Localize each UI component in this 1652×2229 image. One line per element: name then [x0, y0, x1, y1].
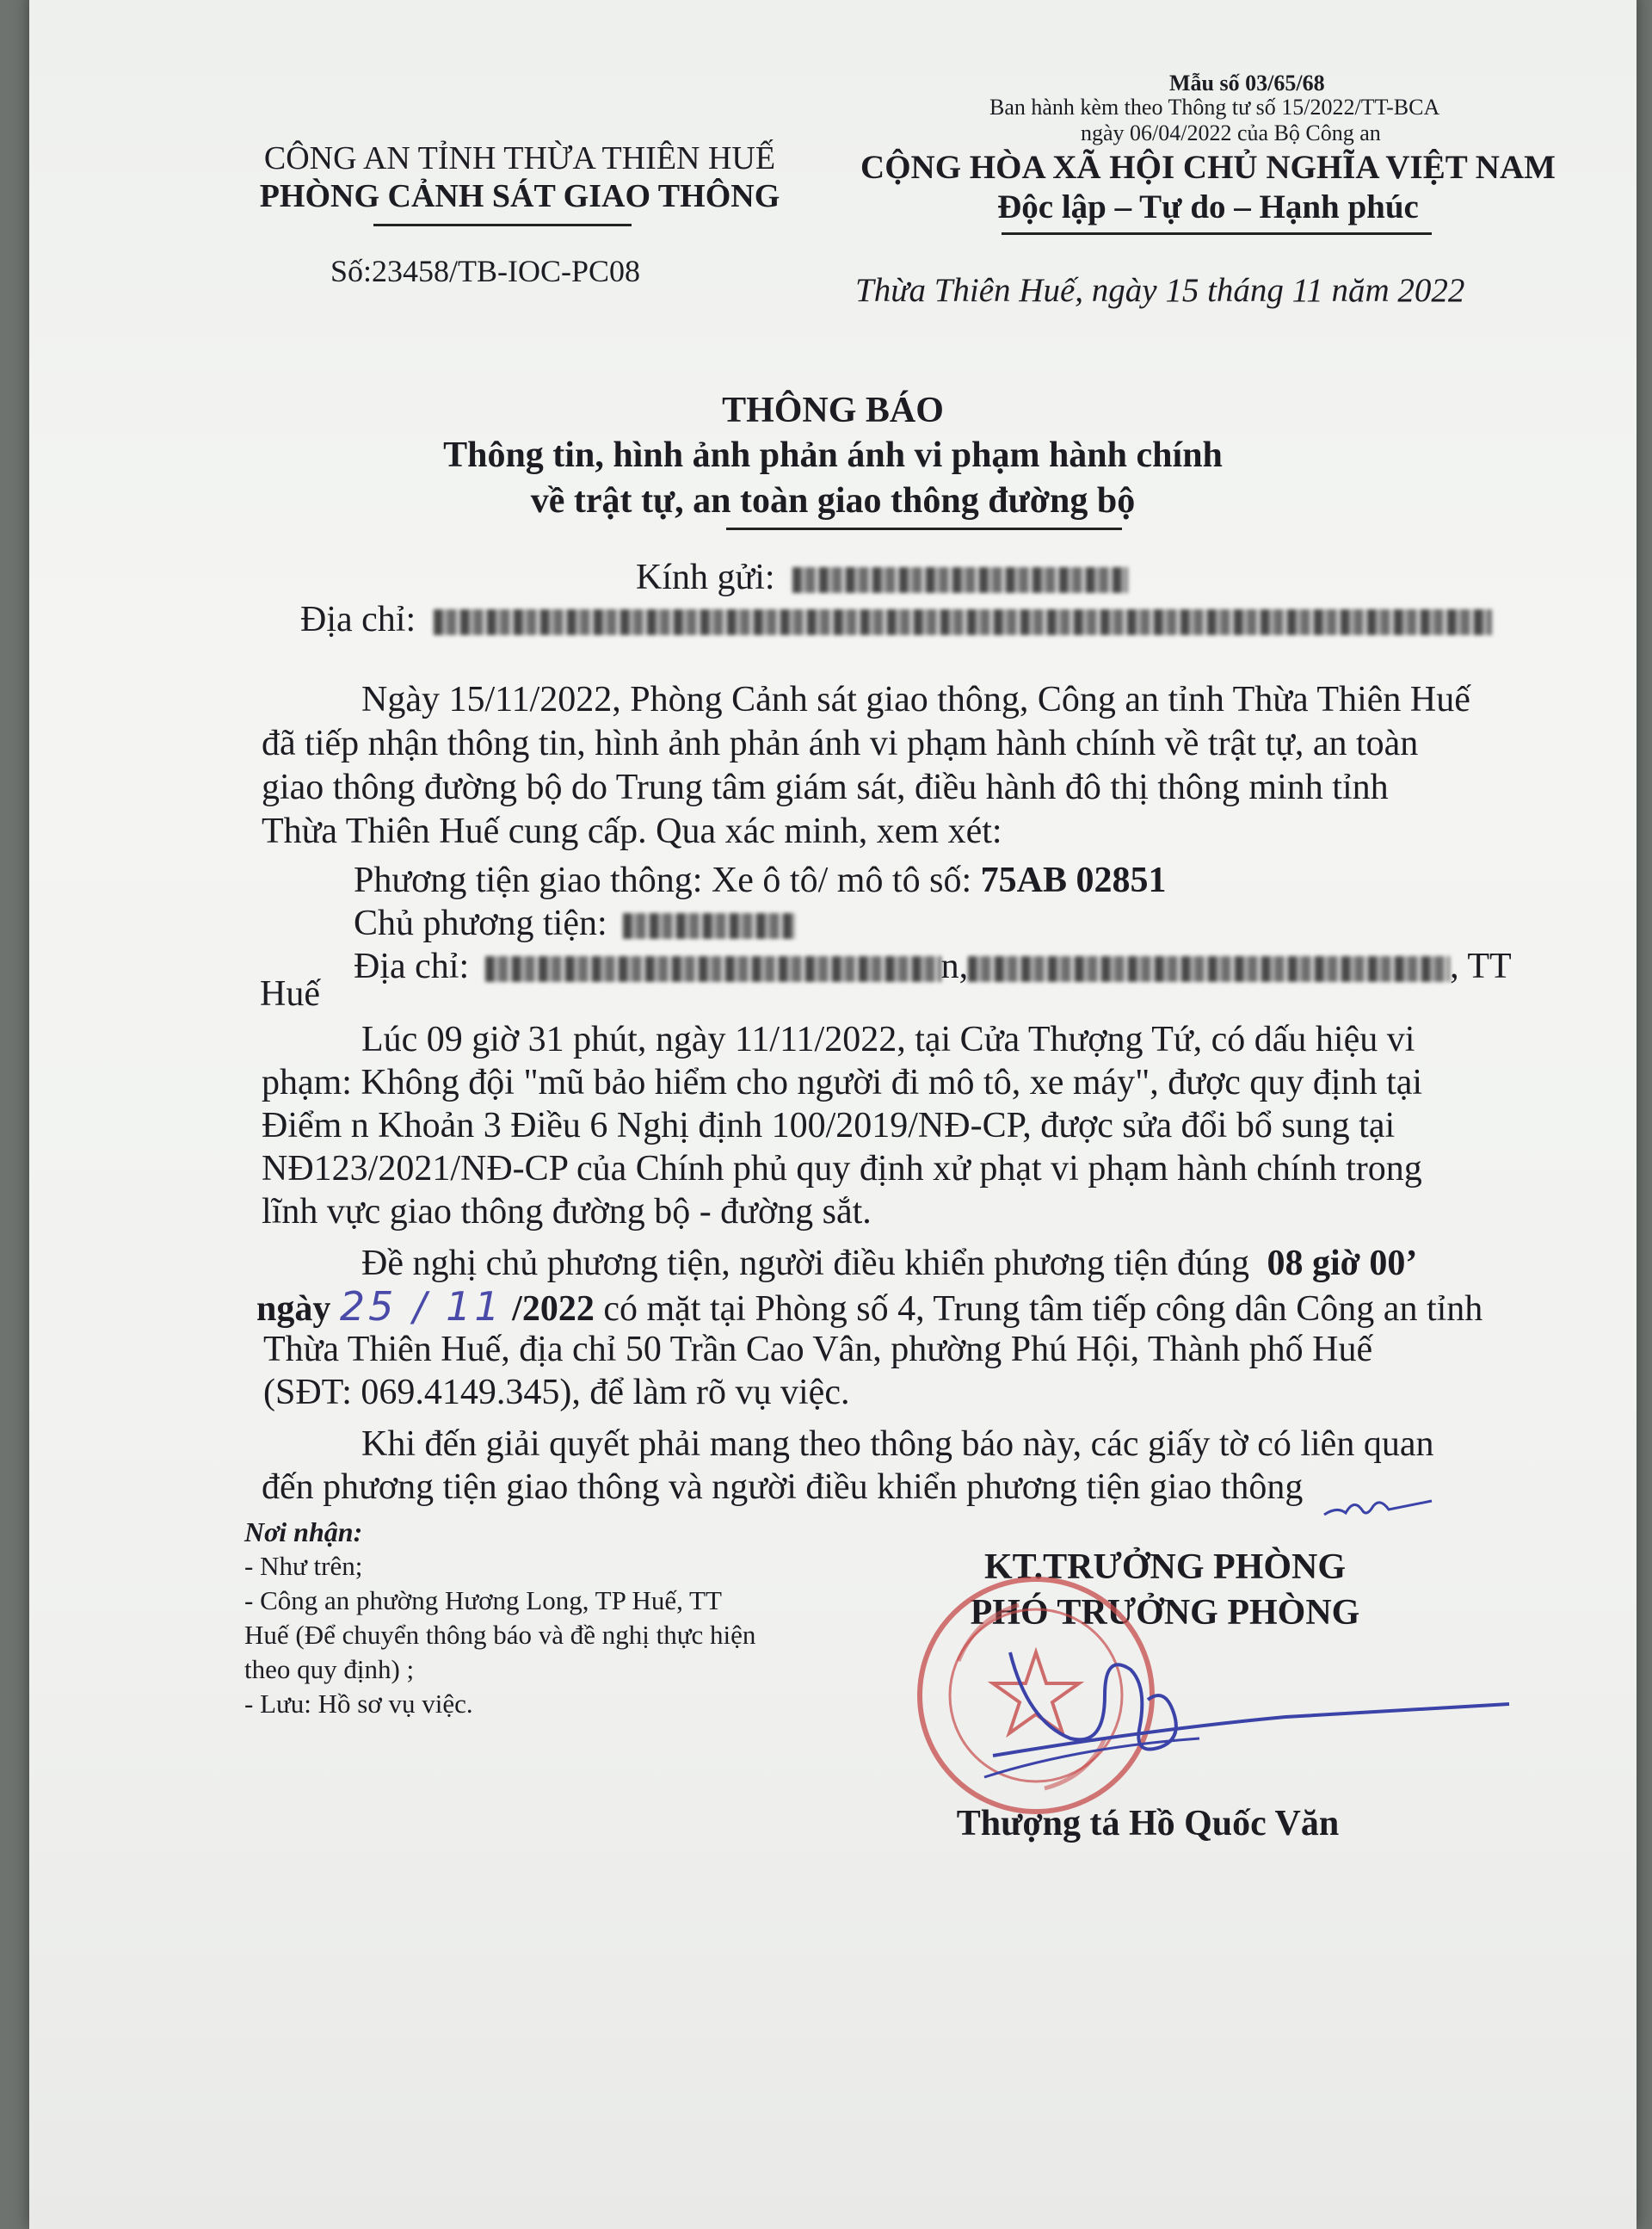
recipient-address-label: Địa chỉ: — [300, 600, 416, 639]
p3-line4: (SĐT: 069.4149.345), để làm rõ vụ việc. — [263, 1373, 850, 1412]
nation-motto: Độc lập – Tự do – Hạnh phúc — [997, 188, 1419, 225]
owner-address-visible: n, — [940, 947, 969, 986]
receivers-line2: - Công an phường Hương Long, TP Huế, TT — [244, 1585, 722, 1615]
agency-department: PHÒNG CẢNH SÁT GIAO THÔNG — [259, 178, 780, 214]
p1-line4: Thừa Thiên Huế cung cấp. Qua xác minh, xem xét: — [262, 812, 1002, 851]
owner-line — [354, 902, 795, 946]
receivers-line4: theo quy định) ; — [244, 1654, 415, 1684]
receivers-heading: Nơi nhận: — [244, 1516, 363, 1547]
receivers-line5: - Lưu: Hồ sơ vụ việc. — [244, 1689, 473, 1719]
receivers-line3: Huế (Để chuyển thông báo và đề nghị thực hiện — [244, 1620, 756, 1650]
recipient-to-label: Kính gửi: — [636, 558, 775, 597]
signature-line2: PHÓ TRƯỞNG PHÒNG — [970, 1593, 1360, 1633]
form-number: Mẫu số 03/65/68 — [1169, 71, 1325, 96]
p2-line1: Lúc 09 giờ 31 phút, ngày 11/11/2022, tại Cửa Thượng Tứ, có dấu hiệu vi — [361, 1020, 1415, 1059]
p3-day-label: ngày — [256, 1289, 331, 1329]
p3-line2 — [256, 1285, 1482, 1331]
recipient-to — [636, 556, 1128, 600]
p1-line2: đã tiếp nhận thông tin, hình ảnh phản ánh vi phạm hành chính về trật tự, an toàn — [262, 724, 1419, 763]
signer-name: Thượng tá Hồ Quốc Văn — [956, 1804, 1340, 1843]
notice-subtitle-1: Thông tin, hình ảnh phản ánh vi phạm hành chính — [443, 435, 1223, 475]
title-underline — [726, 528, 1122, 530]
document-page — [29, 0, 1637, 2229]
p2-line2: phạm: Không đội "mũ bảo hiểm cho người đi mô tô, xe máy", được quy định tại — [262, 1063, 1423, 1102]
owner-address-end: Huế — [260, 974, 320, 1014]
agency-parent: CÔNG AN TỈNH THỪA THIÊN HUẾ — [263, 140, 776, 176]
owner-address-redacted-1 — [485, 956, 941, 982]
signature-line1: KT.TRƯỞNG PHÒNG — [984, 1547, 1346, 1587]
owner-address-label: Địa chỉ: — [354, 947, 470, 986]
owner-label: Chủ phương tiện: — [354, 904, 607, 943]
handwritten-signature — [976, 1618, 1526, 1807]
recipient-name-redacted — [792, 567, 1128, 593]
p4-line1: Khi đến giải quyết phải mang theo thông báo này, các giấy tờ có liên quan — [361, 1424, 1434, 1464]
p2-line3: Điểm n Khoản 3 Điều 6 Nghị định 100/2019/NĐ-CP, được sửa đổi bổ sung tại — [262, 1106, 1396, 1145]
owner-address-line — [354, 945, 1512, 989]
document-number: Số:23458/TB-IOC-PC08 — [330, 254, 641, 288]
p4-line2: đến phương tiện giao thông và người điều khiển phương tiện giao thông — [262, 1467, 1304, 1507]
p3-year: /2022 — [512, 1289, 595, 1329]
owner-address-redacted-2 — [968, 956, 1450, 982]
initial-mark — [1320, 1480, 1440, 1532]
notice-title: THÔNG BÁO — [722, 391, 944, 430]
vehicle-line — [354, 859, 1166, 903]
p2-line5: lĩnh vực giao thông đường bộ - đường sắt. — [262, 1192, 872, 1232]
recipient-address-redacted — [434, 609, 1492, 635]
notice-subtitle-2: về trật tự, an toàn giao thông đường bộ — [530, 481, 1136, 521]
vehicle-plate: 75AB 02851 — [980, 861, 1167, 900]
motto-underline — [1002, 232, 1432, 235]
owner-address-tail: , TT — [1450, 947, 1512, 986]
p3-line3: Thừa Thiên Huế, địa chỉ 50 Trần Cao Vân, phường Phú Hội, Thành phố Huế — [263, 1330, 1373, 1369]
p3-line1-text: Đề nghị chủ phương tiện, người điều khiển phương tiện đúng — [361, 1244, 1249, 1283]
place-date: Thừa Thiên Huế, ngày 15 tháng 11 năm 2022 — [855, 272, 1465, 309]
p3-day-handwritten: 25 / 11 — [339, 1283, 503, 1330]
form-issued-line2: ngày 06/04/2022 của Bộ Công an — [1081, 120, 1381, 145]
p3-line2-rest: có mặt tại Phòng số 4, Trung tâm tiếp công dân Công an tỉnh — [603, 1289, 1483, 1329]
vehicle-label: Phương tiện giao thông: Xe ô tô/ mô tô số: — [354, 861, 972, 900]
nation-name: CỘNG HÒA XÃ HỘI CHỦ NGHĨA VIỆT NAM — [860, 149, 1556, 186]
p1-line1: Ngày 15/11/2022, Phòng Cảnh sát giao thông, Công an tỉnh Thừa Thiên Huế — [361, 680, 1470, 719]
receivers-line1: - Như trên; — [244, 1551, 363, 1581]
p3-time: 08 giờ 00’ — [1267, 1244, 1418, 1283]
p2-line4: NĐ123/2021/NĐ-CP của Chính phủ quy định xử phạt vi phạm hành chính trong — [262, 1149, 1422, 1189]
owner-name-redacted — [623, 913, 795, 939]
recipient-address — [300, 598, 1492, 642]
agency-underline — [373, 224, 632, 226]
p3-line1 — [361, 1242, 1417, 1286]
form-issued-line1: Ban hành kèm theo Thông tư số 15/2022/TT-BCA — [989, 95, 1440, 120]
p1-line3: giao thông đường bộ do Trung tâm giám sát, điều hành đô thị thông minh tỉnh — [262, 768, 1389, 807]
